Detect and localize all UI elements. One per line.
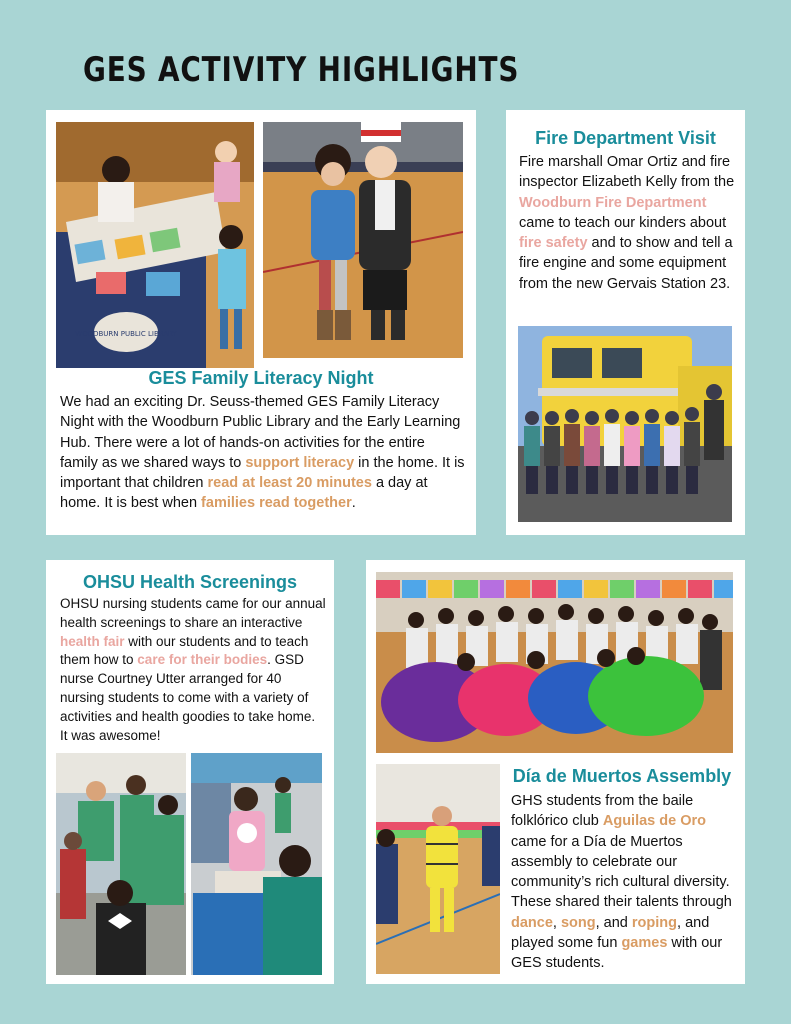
literacy-photo-2 (263, 122, 463, 358)
literacy-text: We had an exciting Dr. Seuss-themed GES Family Literacy Night with the Woodburn Public Library and the Early Learning Hub. There were a lot of hands-on activities for the entire family as we shared ways to support literacy in the home. It is important that children read at least 20 minutes a day at home. It is best when families read together. (60, 394, 465, 512)
literacy-photo-1 (56, 122, 254, 368)
highlight-read-20-minutes: read at least 20 minutes (207, 475, 372, 492)
highlight-care-for-bodies: care for their bodies (137, 652, 268, 668)
literacy-heading: GES Family Literacy Night (148, 368, 374, 388)
highlight-fire-safety: fire safety (519, 235, 588, 252)
muertos-card (366, 560, 745, 984)
highlight-health-fair: health fair (60, 633, 125, 649)
fire-text: Fire marshall Omar Ortiz and fire inspector Elizabeth Kelly from the Woodburn Fire Department came to teach our kinders about fire safety and to show and tell a fire engine and some equipment from the new Gervais Station 23. (519, 154, 735, 292)
highlight-support-literacy: support literacy (245, 454, 355, 471)
ohsu-heading: OHSU Health Screenings (82, 572, 298, 592)
muertos-photo-1 (376, 572, 733, 753)
highlight-dance: dance (511, 914, 553, 931)
muertos-heading: Día de Muertos Assembly (512, 766, 732, 786)
highlight-families-read: families read together (201, 495, 352, 512)
ohsu-text: OHSU nursing students came for our annual health screenings to share an interactive health fair with our students and to teach them how to care for their bodies. GSD nurse Courtney Utter arranged for 40 nursing students to come with a variety of activities and health goodies to take home. It was awesome! (60, 596, 326, 743)
ohsu-photo-1 (56, 753, 186, 975)
highlight-woodburn-fire: Woodburn Fire Department (519, 194, 707, 211)
fire-photo (518, 326, 732, 522)
highlight-games: games (621, 935, 668, 952)
fire-heading: Fire Department Visit (535, 128, 716, 148)
ohsu-photo-2 (191, 753, 322, 975)
muertos-text: GHS students from the baile folklórico club Aguilas de Oro came for a Día de Muertos assembly to celebrate our community’s rich cultural diversity. These shared their talents through dance, song, and roping, and played some fun games with our GES students. (511, 793, 732, 972)
highlight-roping: roping (631, 914, 678, 931)
muertos-photo-2 (376, 764, 500, 974)
page-title: GES ACTIVITY HIGHLIGHTS (83, 50, 520, 90)
highlight-aguilas-de-oro: Aguilas de Oro (602, 813, 707, 830)
ohsu-card (46, 560, 334, 984)
tablecloth-text: WOODBURN PUBLIC LIBRARY (75, 330, 177, 338)
fire-card (506, 110, 745, 535)
literacy-card (46, 110, 476, 535)
highlight-song: song (560, 914, 596, 931)
